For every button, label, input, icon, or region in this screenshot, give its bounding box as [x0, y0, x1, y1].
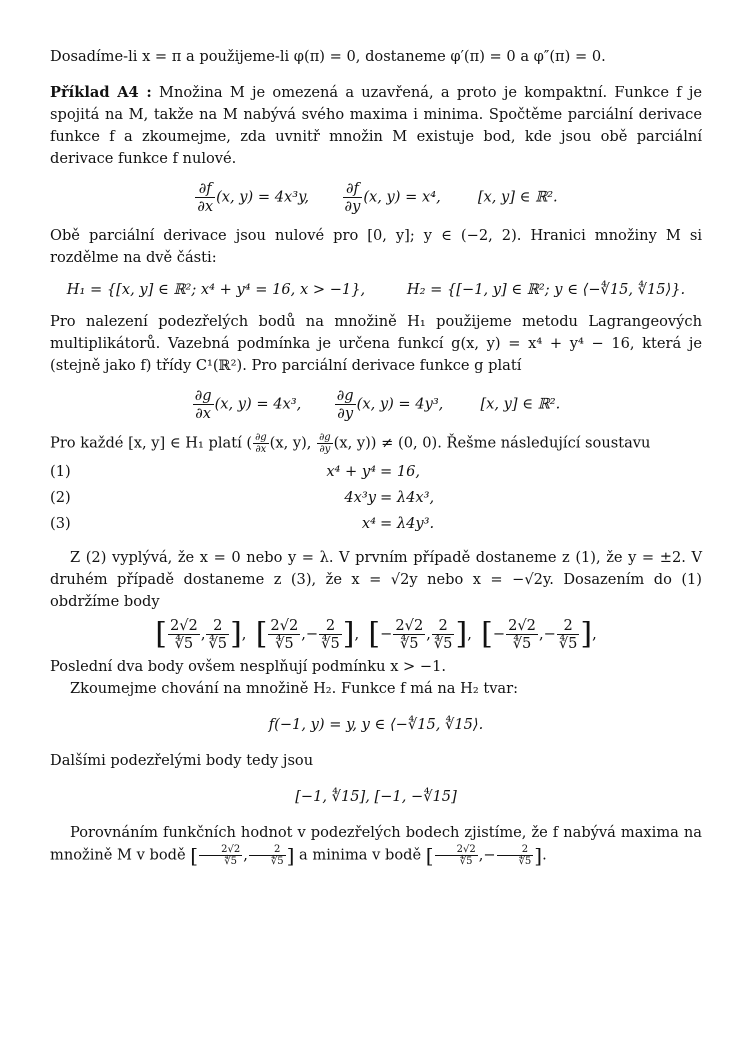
equation-partial-g [50, 387, 702, 422]
paragraph-boundary: Obě parciální derivace jsou nulové pro [0, y]; y ∈ (−2, 2). Hranici množiny M si rozdělme na dvě části: [50, 227, 702, 266]
paragraph-lagrange: Pro nalezení podezřelých bodů na množině H₁ použijeme metodu Lagrangeových multiplikátorů. Vazebná podmínka je určena funkcí g(x, y) = x⁴ + y⁴ − 16, která je (stejně jako f) třídy C¹(ℝ²). Pro parciální derivace funkce g platí [50, 313, 702, 374]
equation-system [50, 461, 702, 539]
set-h2: H₂ = {[−1, y] ∈ ℝ²; y ∈ ⟨−∜15, ∜15⟩}. [406, 281, 686, 298]
system-row: (2) 4x³y = λ4x³, [50, 489, 435, 506]
dg-dy-small: $\frac{\partial g}{\partial y}$ [319, 432, 331, 455]
equation-f-on-h2: f(−1, y) = y, y ∈ ⟨−∜15, ∜15⟩. [268, 716, 484, 733]
dg-dx-small: $\frac{\partial g}{\partial x}$ [255, 432, 267, 455]
df-dx-value: (x, y) = 4x³y, [216, 188, 310, 206]
paragraph-more-points: Dalšími podezřelými body tedy jsou [50, 752, 314, 769]
equation-partial-f [50, 180, 702, 215]
equation-points: [ $\frac{2√2}{∜5}$ , $\frac{2}{∜5}$ ], [ $\frac{2√2}{∜5}$ ,− $\frac{2}{∜5}$ ], [− $\frac{2√2}{∜5}$ , $\frac{2}{∜5}$ ], [− $\frac{2√2}{∜5}$ ,− $\frac{2}{∜5}$ ], [155, 616, 597, 652]
dg-dy-value: (x, y) = 4y³, [356, 395, 444, 413]
equation-sets [50, 279, 702, 301]
domain-1: [x, y] ∈ ℝ². [477, 188, 558, 206]
dg-dy-frac: $\frac{\partial g}{\partial y}$ [336, 387, 354, 422]
system-row: (3) x⁴ = λ4y³. [50, 515, 435, 532]
dg-dx-frac: $\frac{\partial g}{\partial x}$ [194, 387, 212, 422]
paragraph-cases: Z (2) vyplývá, že x = 0 nebo y = λ. V prvním případě dostaneme z (1), že y = ±2. V druhém případě dostaneme z (3), že x = √2y nebo x = −√2y. Dosazením do (1) obdržíme body [50, 549, 702, 610]
df-dy-frac: $\frac{\partial f}{\partial y}$ [344, 180, 361, 215]
paragraph-conclusion: Porovnáním funkčních hodnot v podezřelých bodech zjistíme, že f nabývá maxima na množině M v bodě [ $\frac{2√2}{∜5}$ , $\frac{2}{∜5}$ ] a minima v bodě [ $\frac{2√2}{∜5}$ ,− $\frac{2}{∜5}$ ]. [50, 824, 702, 868]
paragraph-gradient: Pro každé [x, y] ∈ H₁ platí ( $\frac{\partial g}{\partial x}$ (x, y), $\frac{\partial g}{\partial y}$ (x, y)) ≠ (0, 0). Řešme následující soustavu [50, 432, 651, 455]
df-dy-value: (x, y) = x⁴, [363, 188, 441, 206]
example-label: Příklad A4 : [50, 84, 152, 101]
example-a4 [50, 82, 702, 170]
system-row: (1) x⁴ + y⁴ = 16, [50, 463, 421, 480]
intro-line: Dosadíme-li x = π a použijeme-li φ(π) = 0, dostaneme φ′(π) = 0 a φ″(π) = 0. [50, 48, 606, 65]
df-dx-frac: $\frac{\partial f}{\partial x}$ [197, 180, 214, 215]
dg-dx-value: (x, y) = 4x³, [214, 395, 302, 413]
set-h1: H₁ = {[x, y] ∈ ℝ²; x⁴ + y⁴ = 16, x > −1}, [66, 281, 366, 298]
domain-2: [x, y] ∈ ℝ². [480, 395, 561, 413]
paragraph-h2: Zkoumejme chování na množině H₂. Funkce f má na H₂ tvar: [70, 680, 519, 697]
example-text: Množina M je omezená a uzavřená, a proto je kompaktní. Funkce f je spojitá na M, takže na M nabývá svého maxima i minima. Spočtěme parciální derivace funkce f a zkoumejme, zda uvnitř množin M existuje bod, kde jsou obě parciální derivace funkce f nulové. [50, 84, 702, 167]
paragraph-condition: Poslední dva body ovšem nesplňují podmínku x > −1. [50, 658, 447, 675]
page [50, 46, 702, 867]
equation-more-points: [−1, ∜15], [−1, −∜15] [295, 788, 457, 805]
